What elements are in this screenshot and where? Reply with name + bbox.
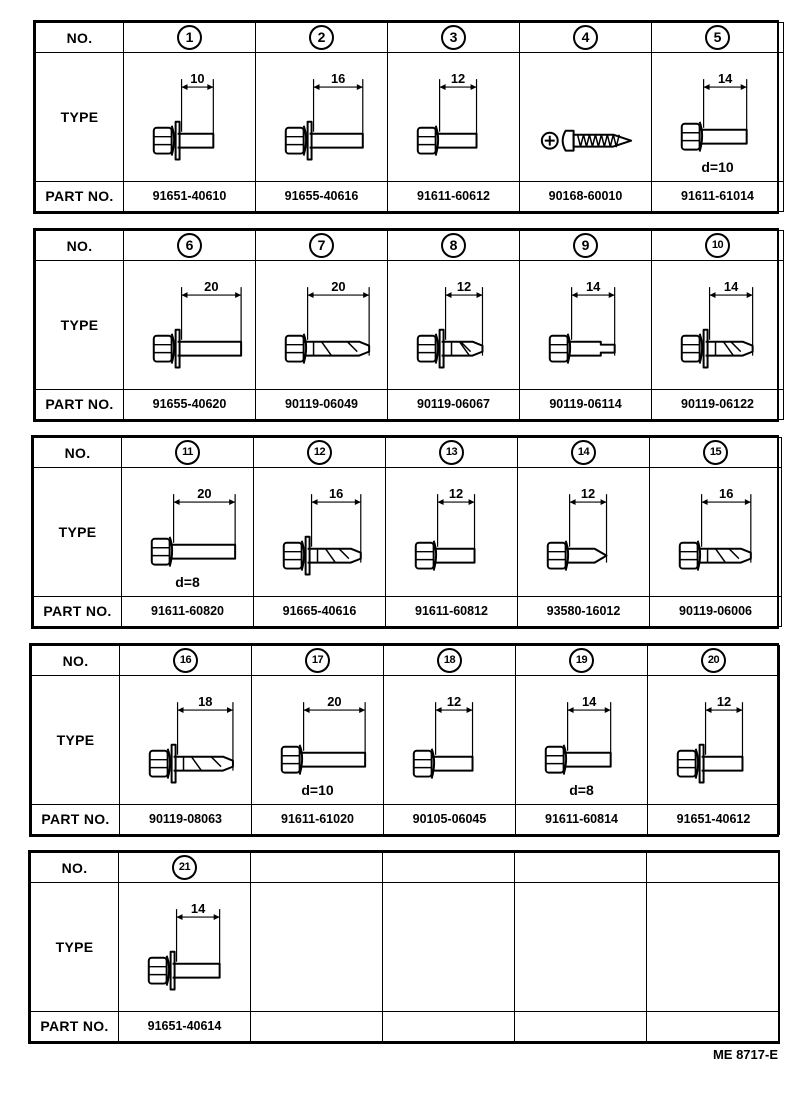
- no-label: NO.: [36, 23, 124, 53]
- item-number-cell: [252, 646, 384, 676]
- part-number: 91651-40614: [119, 1011, 251, 1041]
- dimension-line: [706, 694, 743, 771]
- item-number: 11: [175, 440, 200, 465]
- part-no-label: PART NO.: [32, 804, 120, 834]
- washer-tap-bolt-illustration: [418, 330, 483, 368]
- part-number: 91665-40616: [254, 596, 386, 626]
- type-cell: [520, 261, 652, 390]
- parts-table-5: [28, 850, 780, 1044]
- type-cell: [515, 883, 647, 1012]
- dimension-value: 18: [198, 694, 213, 710]
- no-row: [32, 646, 780, 676]
- flange-bolt-illustration: [546, 745, 611, 775]
- item-number: 10: [705, 233, 730, 258]
- dimension-line: [182, 279, 242, 356]
- item-number-cell: [647, 853, 779, 883]
- item-number-cell: [124, 23, 256, 53]
- type-cell: [388, 261, 520, 390]
- fastener-drawing: [124, 261, 255, 389]
- dimension-value: 12: [716, 694, 732, 710]
- type-cell: [120, 676, 252, 805]
- part-no-row: [36, 181, 784, 211]
- item-number: 17: [305, 648, 330, 673]
- item-number-cell: [124, 231, 256, 261]
- type-row: [36, 53, 784, 182]
- dimension-value: 20: [204, 279, 219, 295]
- dimension-line: [314, 71, 363, 148]
- part-number: [383, 1011, 515, 1041]
- dimension-value: 14: [581, 694, 597, 710]
- part-number: 90119-08063: [120, 804, 252, 834]
- item-number-cell: [120, 646, 252, 676]
- dimension-line: [704, 71, 747, 144]
- dimension-line: [702, 486, 751, 563]
- dimension-line: [312, 486, 361, 563]
- diameter-note: d=8: [175, 573, 200, 590]
- washer-bolt-illustration: [149, 952, 220, 990]
- flange-bolt-illustration: [282, 745, 365, 775]
- item-number-cell: [515, 853, 647, 883]
- dimension-line: [182, 71, 214, 148]
- part-number: 90119-06006: [650, 596, 782, 626]
- washer-bolt-illustration: [154, 122, 214, 160]
- type-cell: [520, 53, 652, 182]
- item-number: 14: [571, 440, 596, 465]
- fastener-drawing: [119, 883, 250, 1011]
- pointed-bolt-illustration: [548, 541, 607, 571]
- dimension-value: 14: [723, 279, 739, 295]
- dimension-value: 20: [331, 279, 346, 295]
- dimension-line: [438, 486, 475, 563]
- type-cell: [124, 261, 256, 390]
- dimension-value: 12: [450, 71, 466, 87]
- type-cell: [648, 676, 780, 805]
- part-number: 91611-60814: [516, 804, 648, 834]
- item-number: 20: [701, 648, 726, 673]
- type-cell: [383, 883, 515, 1012]
- fastener-drawing: [652, 261, 783, 389]
- item-number-cell: [251, 853, 383, 883]
- part-number: 90119-06114: [520, 389, 652, 419]
- item-number: 18: [437, 648, 462, 673]
- dimension-value: 20: [197, 486, 212, 502]
- part-number: 91611-60612: [388, 181, 520, 211]
- no-row: [36, 23, 784, 53]
- part-no-row: [31, 1011, 779, 1041]
- type-label: TYPE: [31, 883, 119, 1012]
- diameter-note: d=8: [569, 781, 594, 798]
- item-number-cell: [652, 231, 784, 261]
- type-cell: [652, 53, 784, 182]
- part-number: 91651-40610: [124, 181, 256, 211]
- part-number: 91655-40616: [256, 181, 388, 211]
- part-no-label: PART NO.: [31, 1011, 119, 1041]
- type-row: [32, 676, 780, 805]
- fastener-drawing: [256, 53, 387, 181]
- self-tap-bolt-illustration: [286, 334, 369, 364]
- washer-bolt-illustration: [678, 745, 743, 783]
- dimension-value: 14: [717, 71, 733, 87]
- item-number: 9: [573, 233, 598, 258]
- item-number: 15: [703, 440, 728, 465]
- type-label: TYPE: [36, 261, 124, 390]
- flange-bolt-illustration: [418, 126, 477, 156]
- diameter-note: d=10: [701, 158, 734, 175]
- fastener-drawing: [254, 468, 385, 596]
- type-cell: [516, 676, 648, 805]
- type-label: TYPE: [34, 468, 122, 597]
- type-label: TYPE: [36, 53, 124, 182]
- item-number-cell: [648, 646, 780, 676]
- type-cell: [388, 53, 520, 182]
- dimension-line: [304, 694, 366, 767]
- part-number: 90168-60010: [520, 181, 652, 211]
- stud-bolt-illustration: [550, 334, 615, 364]
- dimension-line: [308, 279, 370, 356]
- no-row: [31, 853, 779, 883]
- item-number-cell: [650, 438, 782, 468]
- item-number: 21: [172, 855, 197, 880]
- part-number: [647, 1011, 779, 1041]
- item-number: 13: [439, 440, 464, 465]
- part-number: 90119-06067: [388, 389, 520, 419]
- type-cell: [384, 676, 516, 805]
- item-number-cell: [256, 231, 388, 261]
- dimension-line: [436, 694, 473, 771]
- item-number-cell: [122, 438, 254, 468]
- item-number-cell: [384, 646, 516, 676]
- type-cell: [252, 676, 384, 805]
- dimension-line: [177, 901, 220, 978]
- washer-bolt-illustration: [286, 122, 363, 160]
- part-number: 91611-61014: [652, 181, 784, 211]
- dimension-line: [440, 71, 477, 148]
- flange-bolt-illustration: [416, 541, 475, 571]
- part-no-label: PART NO.: [36, 181, 124, 211]
- type-row: [34, 468, 782, 597]
- item-number-cell: [383, 853, 515, 883]
- type-label: TYPE: [32, 676, 120, 805]
- type-cell: [256, 53, 388, 182]
- fastener-drawing: [120, 676, 251, 804]
- fastener-drawing: [386, 468, 517, 596]
- fastener-drawing: [520, 261, 651, 389]
- no-row: [34, 438, 782, 468]
- item-number: 19: [569, 648, 594, 673]
- item-number: 16: [173, 648, 198, 673]
- type-cell: [650, 468, 782, 597]
- washer-tap-bolt-illustration: [150, 745, 233, 783]
- part-no-row: [32, 804, 780, 834]
- flange-bolt-illustration: [152, 537, 235, 567]
- part-number: 90119-06122: [652, 389, 784, 419]
- washer-bolt-illustration: [154, 330, 241, 368]
- type-row: [31, 883, 779, 1012]
- part-number: 93580-16012: [518, 596, 650, 626]
- type-cell: [386, 468, 518, 597]
- dimension-value: 12: [580, 486, 596, 502]
- washer-tap-bolt-illustration: [682, 330, 753, 368]
- no-label: NO.: [34, 438, 122, 468]
- no-row: [36, 231, 784, 261]
- fastener-drawing: [388, 261, 519, 389]
- part-no-row: [36, 389, 784, 419]
- type-cell: [256, 261, 388, 390]
- item-number-cell: [520, 231, 652, 261]
- dimension-value: 16: [719, 486, 734, 502]
- type-cell: [518, 468, 650, 597]
- self-tap-bolt-illustration: [680, 541, 751, 571]
- dimension-line: [570, 486, 607, 563]
- dimension-value: 16: [329, 486, 344, 502]
- parts-table-2: [33, 228, 779, 422]
- type-cell: [254, 468, 386, 597]
- type-cell: [119, 883, 251, 1012]
- type-cell: [652, 261, 784, 390]
- dimension-line: [174, 486, 236, 559]
- type-cell: [251, 883, 383, 1012]
- fastener-drawing: [520, 53, 651, 181]
- fastener-drawing: [388, 53, 519, 181]
- parts-table-1: [33, 20, 779, 214]
- item-number-cell: [388, 231, 520, 261]
- part-number: 91611-60820: [122, 596, 254, 626]
- dimension-value: 16: [331, 71, 346, 87]
- part-no-label: PART NO.: [36, 389, 124, 419]
- part-number: [515, 1011, 647, 1041]
- part-number: 90105-06045: [384, 804, 516, 834]
- item-number-cell: [516, 646, 648, 676]
- item-number-cell: [254, 438, 386, 468]
- flange-bolt-illustration: [414, 749, 473, 779]
- dimension-line: [568, 694, 611, 767]
- item-number: 3: [441, 25, 466, 50]
- item-number: 4: [573, 25, 598, 50]
- type-cell: [124, 53, 256, 182]
- item-number-cell: [388, 23, 520, 53]
- dimension-value: 20: [327, 694, 342, 710]
- fastener-drawing: [518, 468, 649, 596]
- part-number: [251, 1011, 383, 1041]
- part-no-label: PART NO.: [34, 596, 122, 626]
- item-number-cell: [652, 23, 784, 53]
- item-number: 7: [309, 233, 334, 258]
- flange-bolt-illustration: [682, 122, 747, 152]
- part-number: 91611-60812: [386, 596, 518, 626]
- no-label: NO.: [32, 646, 120, 676]
- item-number: 1: [177, 25, 202, 50]
- fastener-drawing: [256, 261, 387, 389]
- part-number: 91655-40620: [124, 389, 256, 419]
- part-no-row: [34, 596, 782, 626]
- part-number: 91651-40612: [648, 804, 780, 834]
- item-number-cell: [520, 23, 652, 53]
- fastener-drawing: [650, 468, 781, 596]
- tapping-screw-illustration: [542, 131, 631, 151]
- part-number: 91611-61020: [252, 804, 384, 834]
- item-number: 6: [177, 233, 202, 258]
- type-row: [36, 261, 784, 390]
- diameter-note: d=10: [301, 781, 334, 798]
- item-number: 8: [441, 233, 466, 258]
- dimension-value: 12: [456, 279, 472, 295]
- item-number-cell: [256, 23, 388, 53]
- item-number: 12: [307, 440, 332, 465]
- parts-table-4: [29, 643, 779, 837]
- item-number-cell: [518, 438, 650, 468]
- washer-tap-bolt-illustration: [284, 537, 361, 575]
- item-number-cell: [386, 438, 518, 468]
- dimension-value: 12: [448, 486, 464, 502]
- item-number-cell: [119, 853, 251, 883]
- fastener-drawing: [124, 53, 255, 181]
- type-cell: [647, 883, 779, 1012]
- dimension-value: 14: [585, 279, 601, 295]
- dimension-value: 12: [446, 694, 462, 710]
- item-number: 2: [309, 25, 334, 50]
- parts-table-3: [31, 435, 779, 629]
- fastener-drawing: [648, 676, 779, 804]
- item-number: 5: [705, 25, 730, 50]
- type-cell: [122, 468, 254, 597]
- part-number: 90119-06049: [256, 389, 388, 419]
- dimension-value: 14: [190, 901, 206, 917]
- no-label: NO.: [31, 853, 119, 883]
- dimension-value: 10: [190, 71, 205, 87]
- fastener-drawing: [384, 676, 515, 804]
- no-label: NO.: [36, 231, 124, 261]
- dimension-line: [178, 694, 233, 771]
- drawing-reference: ME 8717-E: [712, 1047, 778, 1062]
